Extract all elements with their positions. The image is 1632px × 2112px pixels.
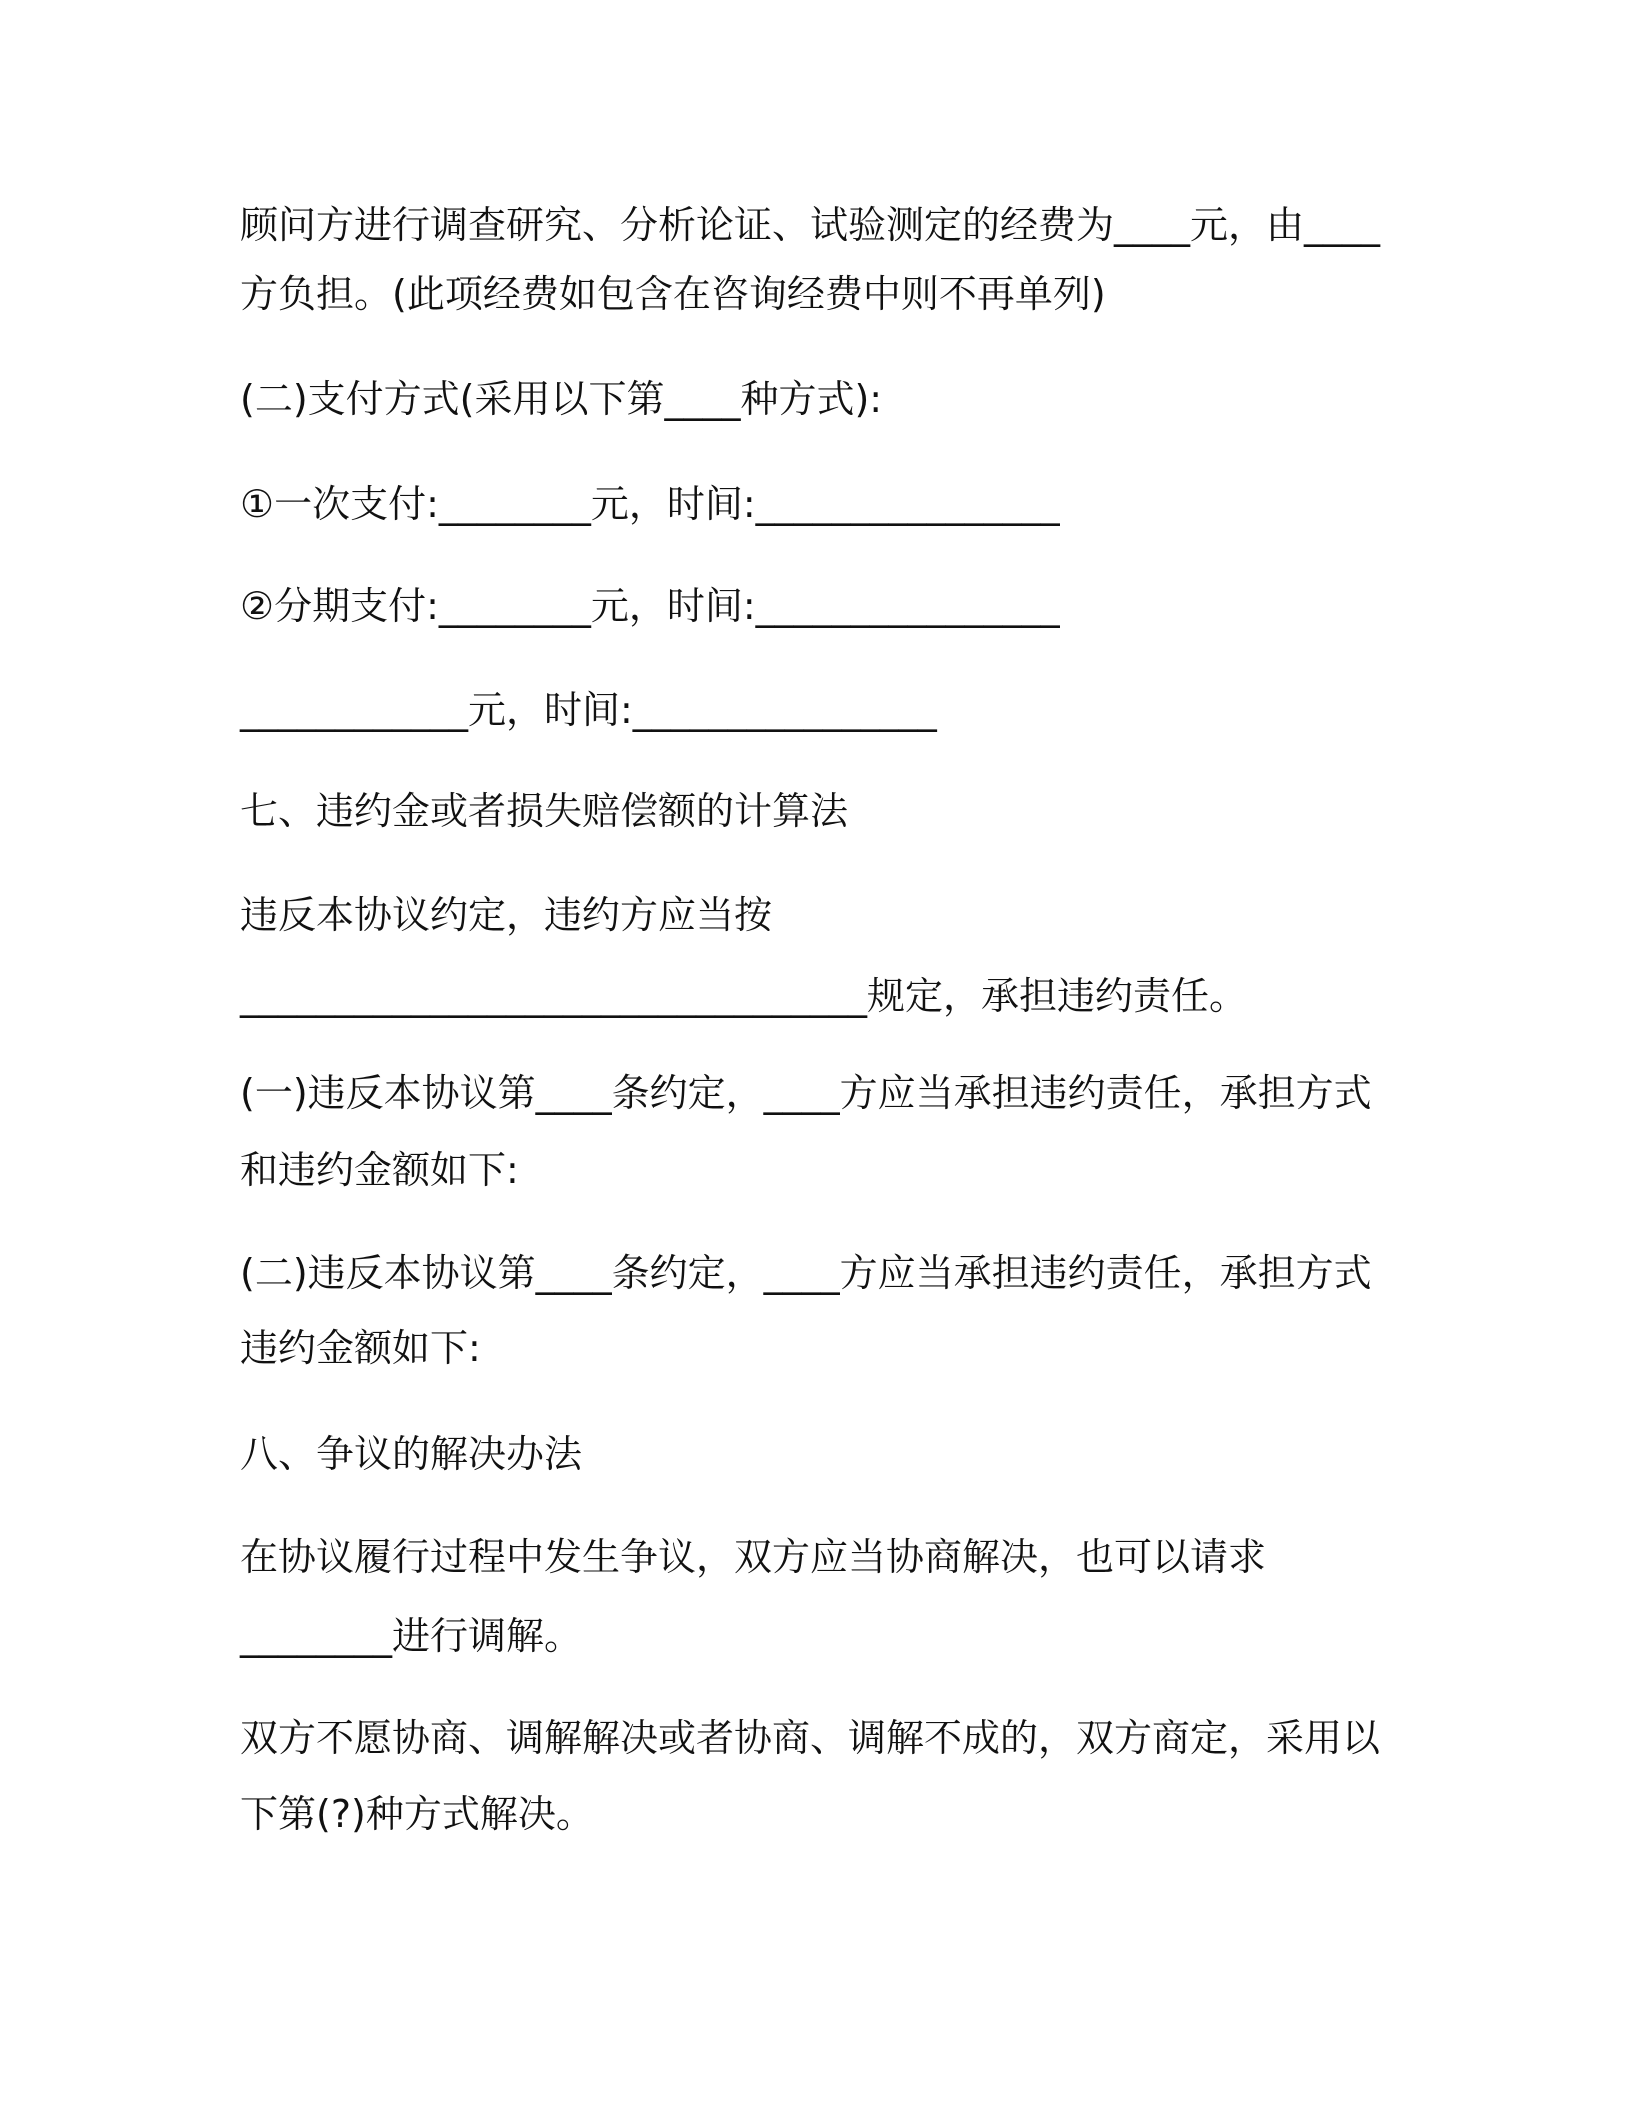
text-line-16: ________进行调解。 <box>240 1614 583 1658</box>
text-line-11: 和违约金额如下: <box>240 1148 519 1192</box>
section-heading-8: 八、争议的解决办法 <box>240 1432 583 1476</box>
text-line-2: 方负担。(此项经费如包含在咨询经费中则不再单列) <box>240 272 1106 316</box>
text-line-6: ____________元，时间:________________ <box>240 688 937 732</box>
text-line-17: 双方不愿协商、调解解决或者协商、调解不成的，双方商定，采用以 <box>240 1716 1381 1760</box>
text-line-5: ②分期支付:________元，时间:________________ <box>240 584 1060 628</box>
text-line-10: (一)违反本协议第____条约定，____方应当承担违约责任，承担方式 <box>240 1071 1372 1115</box>
text-line-1: 顾问方进行调查研究、分析论证、试验测定的经费为____元，由____ <box>240 203 1381 247</box>
text-line-13: 违约金额如下: <box>240 1326 481 1370</box>
text-line-3: (二)支付方式(采用以下第____种方式): <box>240 377 883 421</box>
text-line-9: _________________________________规定，承担违约责任。 <box>240 974 1248 1018</box>
text-line-12: (二)违反本协议第____条约定，____方应当承担违约责任，承担方式 <box>240 1251 1372 1295</box>
section-heading-7: 七、违约金或者损失赔偿额的计算法 <box>240 789 849 833</box>
text-line-4: ①一次支付:________元，时间:________________ <box>240 482 1060 526</box>
text-line-18: 下第(?)种方式解决。 <box>240 1792 594 1836</box>
text-line-8: 违反本协议约定，违约方应当按 <box>240 893 773 937</box>
text-line-15: 在协议履行过程中发生争议，双方应当协商解决，也可以请求 <box>240 1535 1267 1579</box>
